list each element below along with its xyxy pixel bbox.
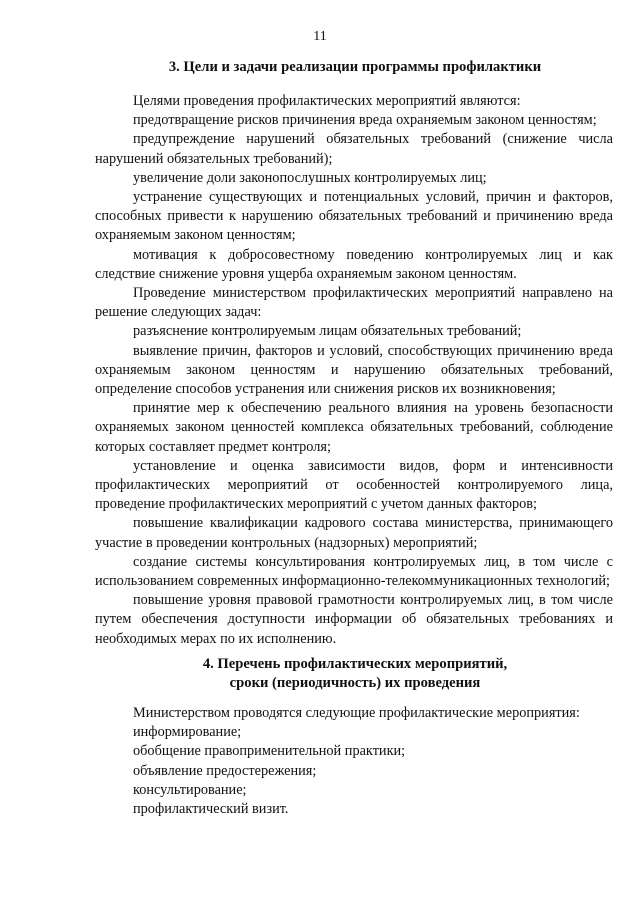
paragraph: повышение квалификации кадрового состава министерства, принимающего участие в проведении контрольных (надзорных) мероприятий; <box>95 515 613 551</box>
section-4-body <box>95 704 613 819</box>
paragraph: увеличение доли законопослушных контролируемых лиц; <box>133 169 487 186</box>
section-4-title-line-1: 4. Перечень профилактических мероприятий, <box>202 656 508 672</box>
paragraph: Целями проведения профилактических мероприятий являются: <box>133 93 521 109</box>
section-3-body <box>95 92 613 649</box>
section-4-title-line-2: сроки (периодичность) их проведения <box>229 675 481 691</box>
paragraph: установление и оценка зависимости видов, форм и интенсивности профилактических мероприятий от особенностей контролируемого лица, проведение профилактических мероприятий с учетом данных факторов; <box>95 457 613 513</box>
paragraph: принятие мер к обеспечению реального влияния на уровень безопасности охраняемых законом ценностей комплекса обязательных требований, соблюдение которых составляет предмет контроля; <box>95 400 613 455</box>
paragraph: Проведение министерством профилактических мероприятий направлено на решение следующих задач: <box>95 285 613 321</box>
paragraph: предупреждение нарушений обязательных требований (снижение числа нарушений обязательных требований); <box>95 131 613 167</box>
paragraph: разъяснение контролируемым лицам обязательных требований; <box>133 323 522 340</box>
list-item: обобщение правоприменительной практики; <box>133 743 406 760</box>
paragraph: устранение существующих и потенциальных условий, причин и факторов, способных привести к нарушению обязательных требований и причинению вреда охраняемым законом ценностям; <box>95 189 613 244</box>
list-item: профилактический визит. <box>133 801 289 818</box>
section-4-title <box>95 655 615 693</box>
paragraph: мотивация к добросовестному поведению контролируемых лиц и как следствие снижение уровня ущерба охраняемым законом ценностям. <box>95 246 613 282</box>
list-item: консультирование; <box>133 781 247 798</box>
paragraph: повышение уровня правовой грамотности контролируемых лиц, в том числе путем обеспечения доступности информации об обязательных требованиях и необходимых мерах по их исполнению. <box>95 592 613 647</box>
paragraph: создание системы консультирования контролируемых лиц, в том числе с использованием современных информационно-телекоммуникационных технологий; <box>95 553 613 590</box>
paragraph: предотвращение рисков причинения вреда охраняемым законом ценностям; <box>133 112 597 129</box>
page-number: 11 <box>313 29 327 44</box>
list-item: объявление предостережения; <box>133 762 317 779</box>
list-item: информирование; <box>133 724 242 741</box>
section-3-title: 3. Цели и задачи реализации программы профилактики <box>168 59 542 75</box>
paragraph: Министерством проводятся следующие профилактические мероприятия: <box>133 705 580 721</box>
paragraph: выявление причин, факторов и условий, способствующих причинению вреда охраняемым законом ценностям и нарушению обязательных требований, определение способов устранения или снижения рисков их возникновения; <box>95 342 613 398</box>
